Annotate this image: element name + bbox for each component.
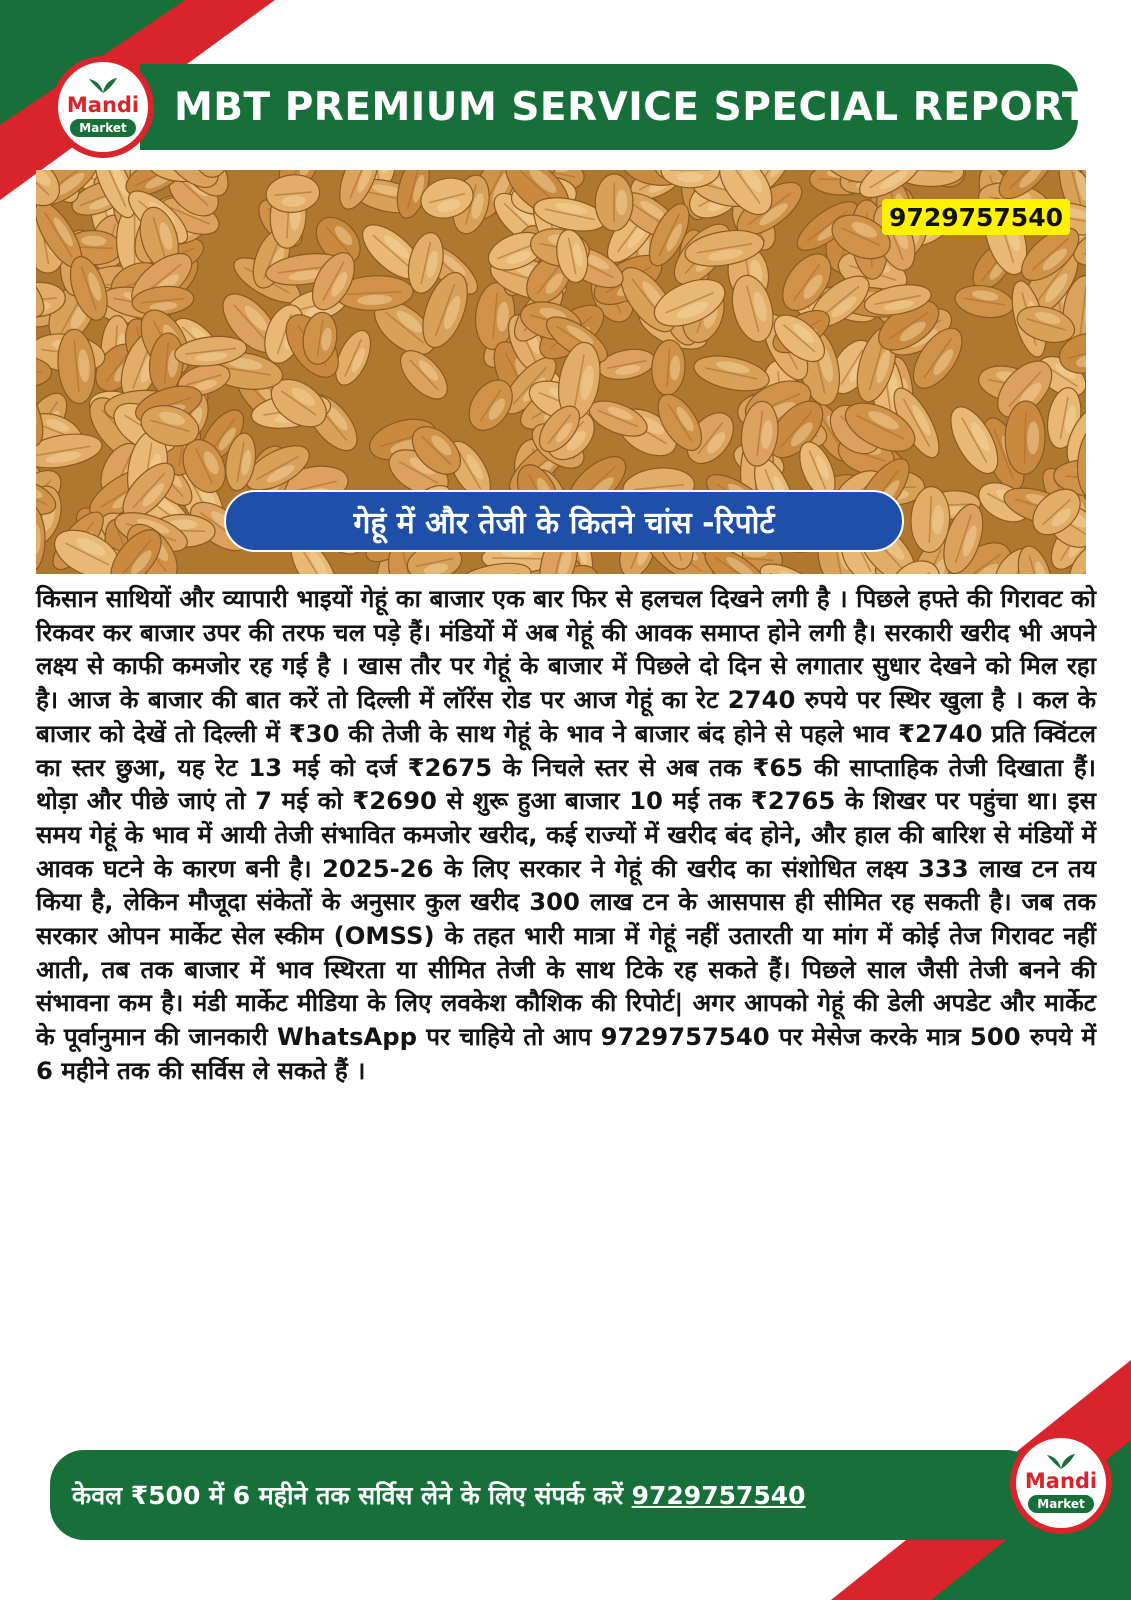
headline-banner	[224, 490, 904, 552]
hero-image	[36, 170, 1086, 574]
logo-text-mandi: Mandi	[1024, 1469, 1098, 1493]
article-body: किसान साथियों और व्यापारी भाइयों गेहूं का बाजार एक बार फिर से हलचल दिखने लगी है । पिछले हफ्ते की गिरावट को रिकवर कर बाजार उपर की तरफ चल पड़े हैं। मंडियों में अब गेहूं की आवक समाप्त होने लगी है। सरकारी खरीद भी अपने लक्ष्य से काफी कमजोर रह गई है । खास तौर पर गेहूं के बाजार में पिछले दो दिन से लगातार सुधार देखने को मिल रहा है। आज के बाजार की बात करें तो दिल्ली में लॉरेंस रोड पर आज गेहूं का रेट 2740 रुपये पर स्थिर खुला है । कल के बाजार को देखें तो दिल्ली में ₹30 की तेजी के साथ गेहूं के भाव ने बाजार बंद होने से पहले भाव ₹2740 प्रति क्विंटल का स्तर छुआ, यह रेट 13 मई को दर्ज ₹2675 के निचले स्तर से अब तक ₹65 की साप्ताहिक तेजी दिखाता हैं। थोड़ा और पीछे जाएं तो 7 मई को ₹2690 से शुरू हुआ बाजार 10 मई तक ₹2765 के शिखर पर पहुंचा था। इस समय गेहूं के भाव में आयी तेजी संभावित कमजोर खरीद, कई राज्यों में खरीद बंद होने, और हाल की बारिश से मंडियों में आवक घटने के कारण बनी है। 2025-26 के लिए सरकार ने गेहूं की खरीद का संशोधित लक्ष्य 333 लाख टन तय किया है, लेकिन मौजूदा संकेतों के अनुसार कुल खरीद 300 लाख टन के आसपास ही सीमित रह सकती है। जब तक सरकार ओपन मार्केट सेल स्कीम (OMSS) के तहत भारी मात्रा में गेहूं नहीं उतारती या मांग में कोई तेज गिरावट नहीं आती, तब तक बाजार में भाव स्थिरता या सीमित तेजी के साथ टिके रह सकते हैं। पिछले साल जैसी तेजी बनने की संभावना कम है। मंडी मार्केट मीडिया के लिए लवकेश कौशिक की रिपोर्ट| अगर आपको गेहूं की डेली अपडेट और मार्केट के पूर्वानुमान की जानकारी WhatsApp पर चाहिये तो आप 9729757540 पर मेसेज करके मात्र 500 रुपये में 6 महीने तक की सर्विस ले सकते हैं ।	[36, 584, 1096, 1085]
brand-logo	[52, 56, 154, 158]
logo-text-mandi: Mandi	[66, 93, 140, 117]
headline-text: गेहूं में और तेजी के कितने चांस -रिपोर्ट	[353, 505, 775, 541]
footer-banner	[50, 1450, 1040, 1540]
brand-logo-footer	[1010, 1432, 1112, 1534]
leaf-icon	[1046, 1453, 1076, 1469]
wheat-grain	[691, 350, 772, 397]
header-title: MBT PREMIUM SERVICE SPECIAL REPORT	[174, 84, 1089, 130]
phone-badge: 9729757540	[882, 199, 1070, 235]
logo-text-market: Market	[1028, 1495, 1094, 1513]
wheat-grain	[595, 174, 633, 231]
wheat-grain	[953, 282, 1016, 322]
leaf-icon	[88, 77, 118, 93]
footer-message: केवल ₹500 में 6 महीने तक सर्विस लेने के लिए संपर्क करें	[72, 1481, 632, 1510]
header-banner	[140, 64, 1089, 150]
logo-text-market: Market	[70, 119, 136, 137]
footer-text	[72, 1478, 806, 1512]
footer-phone-link[interactable]: 9729757540	[631, 1481, 806, 1510]
wheat-grain	[650, 339, 687, 396]
